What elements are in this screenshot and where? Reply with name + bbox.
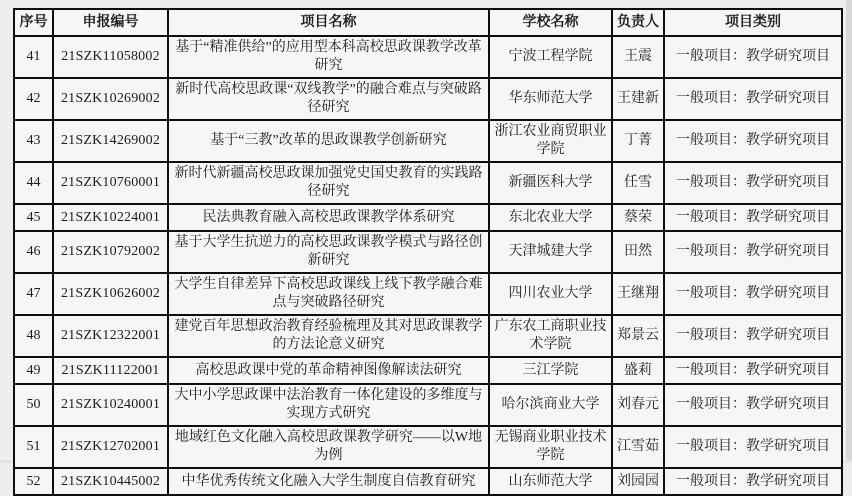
cell-school: 三江学院 [489,357,612,384]
cell-project: 中华优秀传统文化融入大学生制度自信教育研究 [168,468,489,495]
cell-project: 基于“三教”改革的思政课教学创新研究 [168,120,489,162]
cell-code: 21SZK12322001 [53,315,168,357]
cell-project: 新时代新疆高校思政课加强党史国史教育的实践路径研究 [168,162,489,204]
table-row [14,384,842,426]
column-header-category: 项目类别 [664,9,842,36]
cell-code: 21SZK12702001 [53,426,168,468]
cell-no: 44 [14,162,53,204]
cell-project: 地域红色文化融入高校思政课教学研究——以W地为例 [168,426,489,468]
cell-school: 宁波工程学院 [489,36,612,78]
cell-project: 新时代高校思政课“双线教学”的融合难点与突破路径研究 [168,78,489,120]
cell-code: 21SZK14269002 [53,120,168,162]
cell-code: 21SZK10224001 [53,204,168,231]
cell-no: 49 [14,357,53,384]
column-header-project: 项目名称 [168,9,489,36]
cell-leader: 刘春元 [612,384,664,426]
cell-project: 建党百年思想政治教育经验梳理及其对思政课教学的方法论意义研究 [168,315,489,357]
document-page [13,8,843,496]
cell-category: 一般项目：教学研究项目 [664,357,842,384]
cell-code: 21SZK11058002 [53,36,168,78]
cell-leader: 王震 [612,36,664,78]
cell-school: 广东农工商职业技术学院 [489,315,612,357]
table-row [14,120,842,162]
cell-school: 山东师范大学 [489,468,612,495]
column-header-school: 学校名称 [489,9,612,36]
column-header-no: 序号 [14,9,53,36]
table-body [14,36,842,495]
cell-code: 21SZK10445002 [53,468,168,495]
cell-category: 一般项目：教学研究项目 [664,468,842,495]
cell-category: 一般项目：教学研究项目 [664,273,842,315]
cell-school: 华东师范大学 [489,78,612,120]
cell-code: 21SZK10269002 [53,78,168,120]
cell-school: 新疆医科大学 [489,162,612,204]
cell-project: 高校思政课中党的革命精神图像解读法研究 [168,357,489,384]
table-row [14,36,842,78]
cell-project: 大中小学思政课中法治教育一体化建设的多维度与实现方式研究 [168,384,489,426]
column-header-leader: 负责人 [612,9,664,36]
cell-category: 一般项目：教学研究项目 [664,426,842,468]
table-row [14,468,842,495]
cell-leader: 盛莉 [612,357,664,384]
cell-no: 42 [14,78,53,120]
cell-no: 51 [14,426,53,468]
cell-no: 48 [14,315,53,357]
table-row [14,162,842,204]
cell-school: 无锡商业职业技术学院 [489,426,612,468]
cell-no: 50 [14,384,53,426]
project-approval-table [13,8,843,496]
cell-category: 一般项目：教学研究项目 [664,231,842,273]
cell-leader: 丁菁 [612,120,664,162]
cell-school: 东北农业大学 [489,204,612,231]
cell-code: 21SZK10626002 [53,273,168,315]
cell-project: 基于“精准供给”的应用型本科高校思政课教学改革研究 [168,36,489,78]
cell-leader: 王建新 [612,78,664,120]
column-header-code: 申报编号 [53,9,168,36]
cell-no: 46 [14,231,53,273]
cell-project: 大学生自律差异下高校思政课线上线下教学融合难点与突破路径研究 [168,273,489,315]
cell-category: 一般项目：教学研究项目 [664,120,842,162]
cell-leader: 刘园园 [612,468,664,495]
cell-no: 47 [14,273,53,315]
cell-leader: 蔡荣 [612,204,664,231]
cell-school: 浙江农业商贸职业学院 [489,120,612,162]
cell-leader: 任雪 [612,162,664,204]
cell-category: 一般项目：教学研究项目 [664,384,842,426]
cell-no: 41 [14,36,53,78]
cell-school: 天津城建大学 [489,231,612,273]
cell-category: 一般项目：教学研究项目 [664,162,842,204]
cell-leader: 郑景云 [612,315,664,357]
cell-code: 21SZK10792002 [53,231,168,273]
cell-category: 一般项目：教学研究项目 [664,204,842,231]
cell-no: 52 [14,468,53,495]
cell-code: 21SZK10240001 [53,384,168,426]
cell-project: 基于大学生抗逆力的高校思政课教学模式与路径创新研究 [168,231,489,273]
cell-no: 43 [14,120,53,162]
cell-project: 民法典教育融入高校思政课教学体系研究 [168,204,489,231]
cell-leader: 田然 [612,231,664,273]
cell-leader: 江雪茹 [612,426,664,468]
cell-school: 哈尔滨商业大学 [489,384,612,426]
cell-category: 一般项目：教学研究项目 [664,315,842,357]
cell-category: 一般项目：教学研究项目 [664,78,842,120]
table-row [14,426,842,468]
cell-leader: 王继翔 [612,273,664,315]
table-row [14,231,842,273]
table-row [14,357,842,384]
photo-edge-shading-right [846,0,852,463]
table-header-row [14,9,842,36]
table-row [14,204,842,231]
cell-category: 一般项目：教学研究项目 [664,36,842,78]
cell-school: 四川农业大学 [489,273,612,315]
table-row [14,273,842,315]
cell-code: 21SZK10760001 [53,162,168,204]
table-row [14,78,842,120]
cell-code: 21SZK11122001 [53,357,168,384]
table-row [14,315,842,357]
cell-no: 45 [14,204,53,231]
